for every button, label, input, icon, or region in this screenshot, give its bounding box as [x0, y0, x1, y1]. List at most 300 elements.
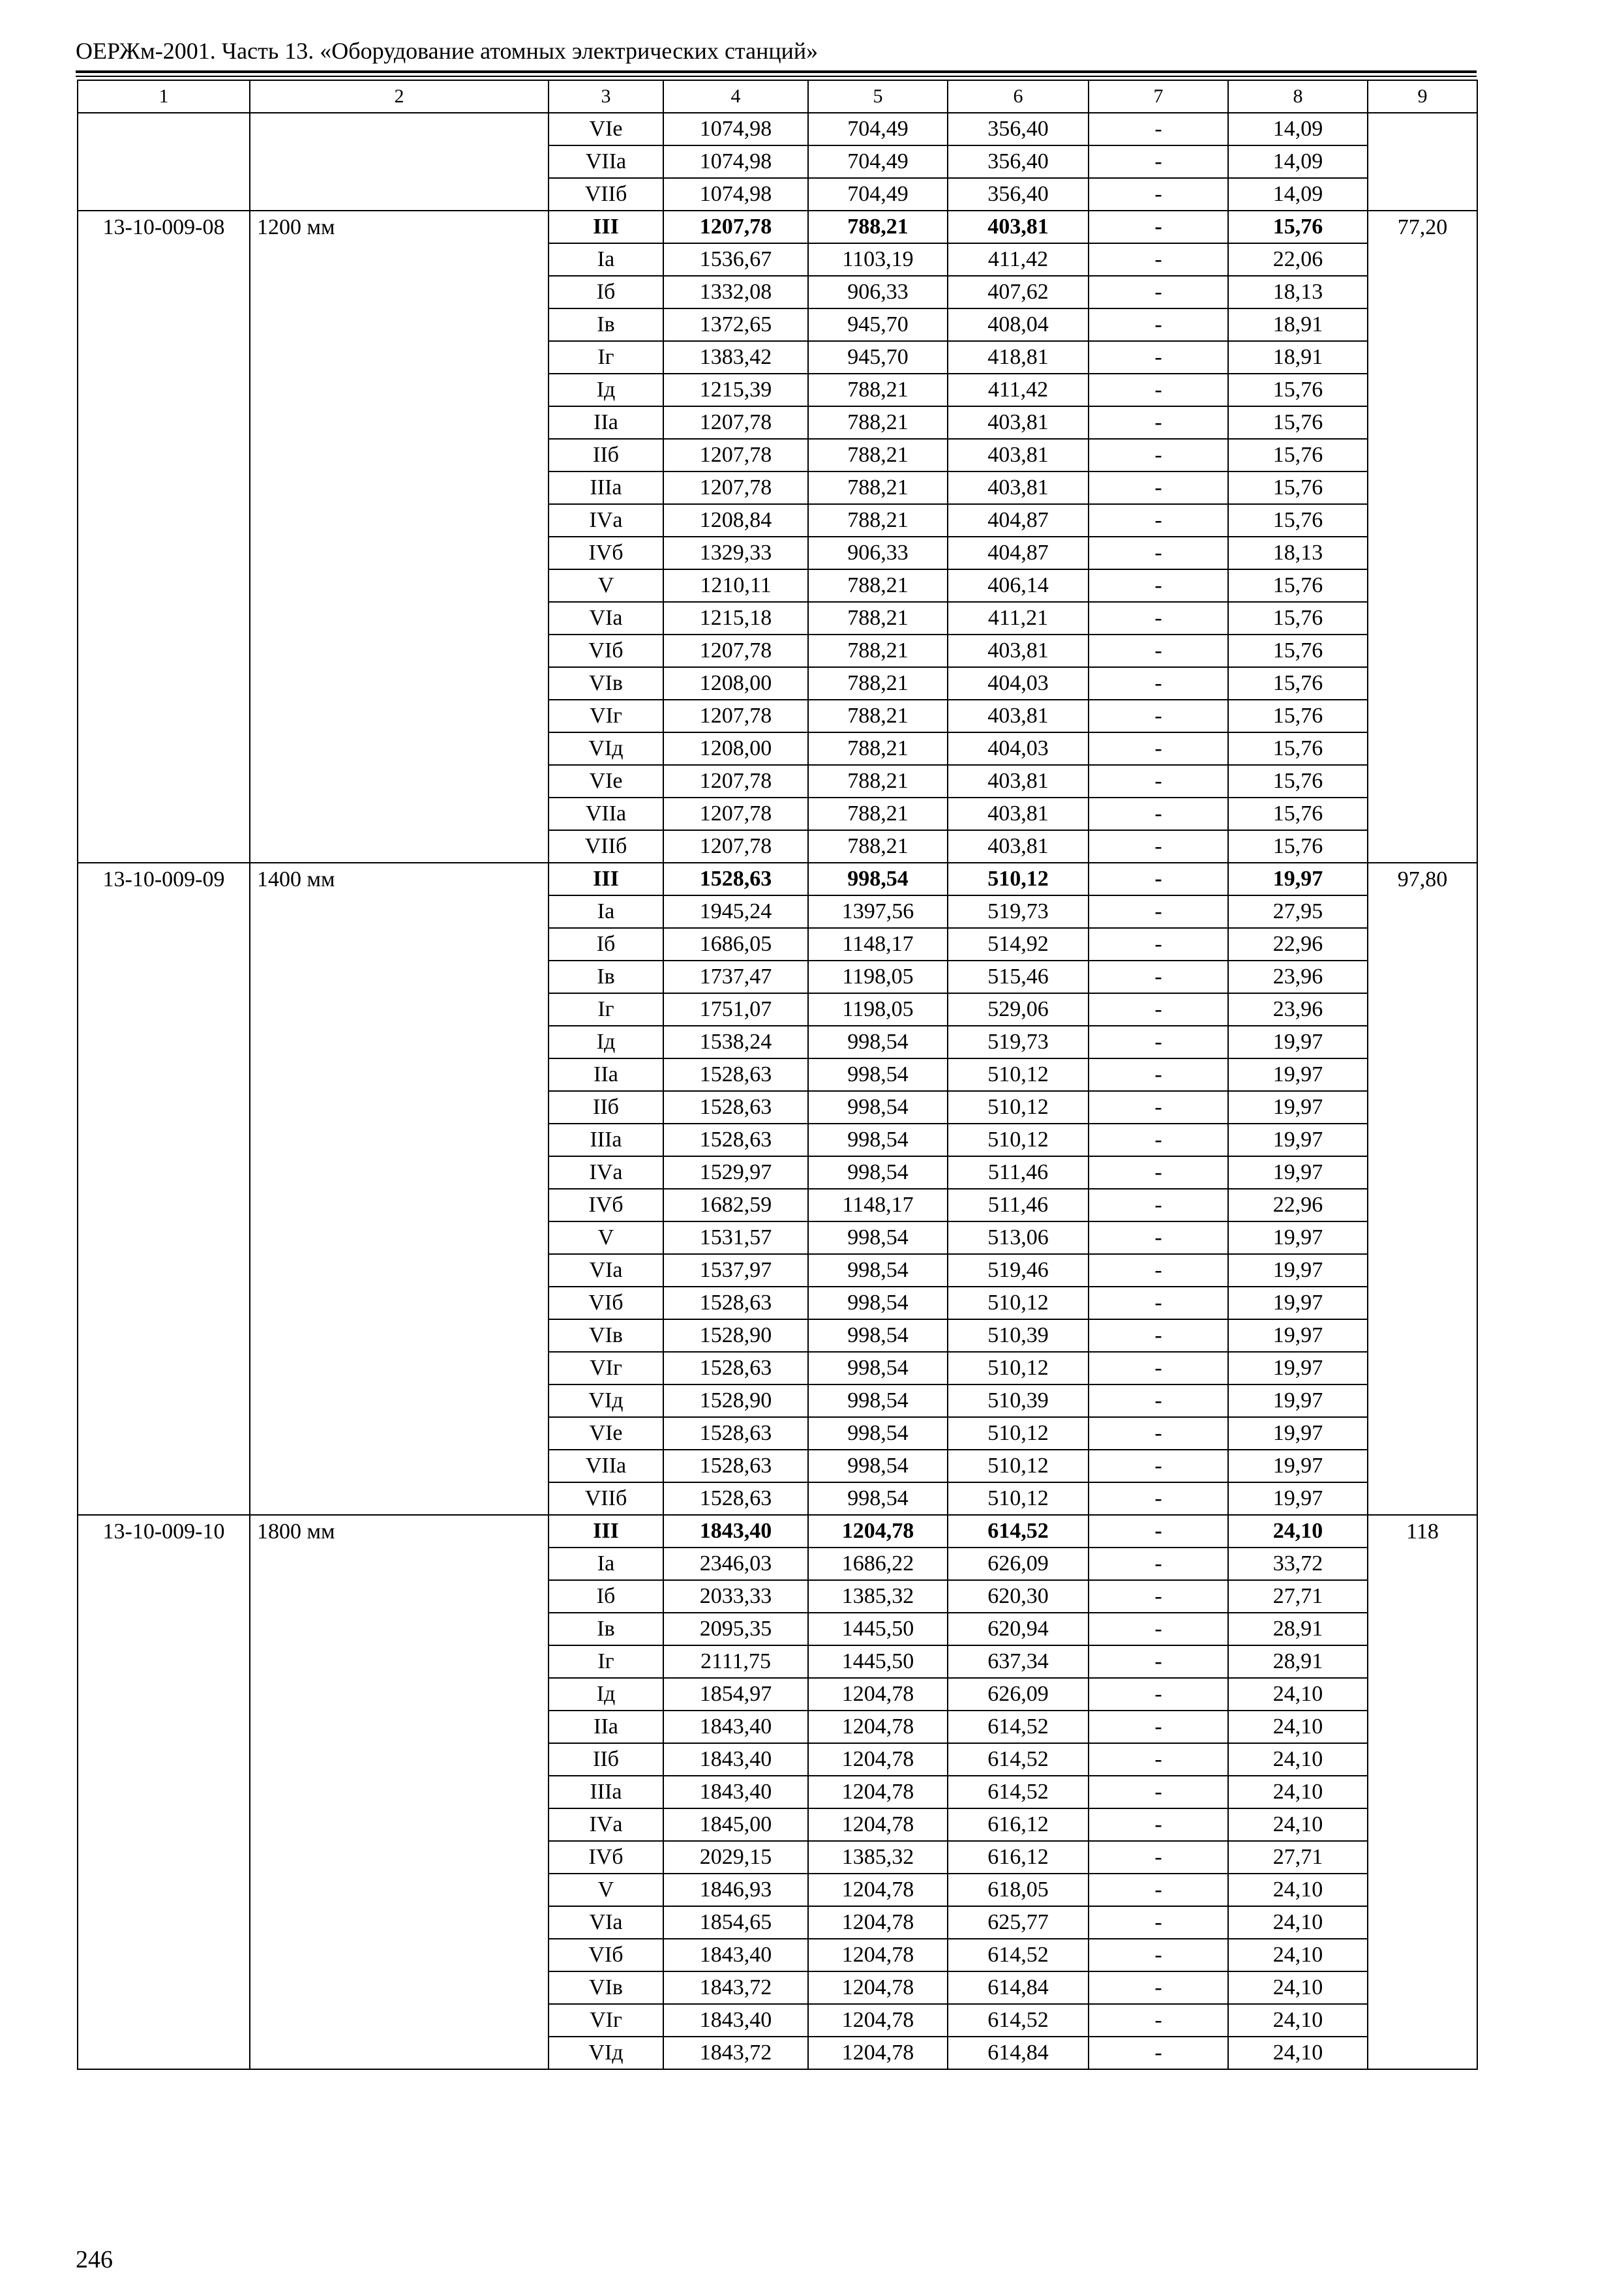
table-cell: 1528,63 [663, 1058, 808, 1091]
table-cell: 22,06 [1228, 243, 1368, 276]
table-cell: 998,54 [808, 1221, 948, 1254]
table-cell: Iв [549, 308, 663, 341]
table-cell: VIг [549, 2004, 663, 2037]
table-cell: 18,91 [1228, 308, 1368, 341]
table-cell: 1207,78 [663, 798, 808, 830]
table-cell: Iа [549, 895, 663, 928]
page-header-title: ОЕРЖм-2001. Часть 13. «Оборудование атомных электрических станций» [76, 38, 819, 64]
table-cell: - [1089, 1939, 1228, 1971]
table-cell: - [1089, 1352, 1228, 1384]
table-cell: 15,76 [1228, 211, 1368, 243]
table-cell: 1204,78 [808, 1971, 948, 2004]
table-cell: - [1089, 765, 1228, 798]
table-cell: 418,81 [948, 341, 1089, 374]
table-cell: 620,94 [948, 1613, 1089, 1645]
table-cell: 19,97 [1228, 1026, 1368, 1058]
table-cell: 1528,63 [663, 1091, 808, 1124]
table-cell: 23,96 [1228, 961, 1368, 993]
table-cell: 356,40 [948, 145, 1089, 178]
table-cell: 1528,63 [663, 1287, 808, 1319]
table-cell: 1207,78 [663, 635, 808, 667]
table-cell: - [1089, 406, 1228, 439]
table-cell: - [1089, 471, 1228, 504]
table-cell: 704,49 [808, 113, 948, 145]
table-cell: 511,46 [948, 1156, 1089, 1189]
table-cell: 15,76 [1228, 798, 1368, 830]
table-cell: Iд [549, 1026, 663, 1058]
table-cell: 1445,50 [808, 1645, 948, 1678]
rate-code: 13-10-009-10 [78, 1515, 250, 2069]
table-cell: 24,10 [1228, 1939, 1368, 1971]
header-rule-thin [76, 76, 1477, 77]
table-cell: 24,10 [1228, 1874, 1368, 1906]
table-cell: 1215,39 [663, 374, 808, 406]
table-cell: 403,81 [948, 700, 1089, 732]
table-cell: 998,54 [808, 1352, 948, 1384]
table-cell: 614,52 [948, 1515, 1089, 1548]
table-cell: 788,21 [808, 765, 948, 798]
column-header: 4 [663, 80, 808, 113]
table-cell: - [1089, 1156, 1228, 1189]
table-cell: IVб [549, 537, 663, 569]
table-cell: 15,76 [1228, 700, 1368, 732]
table-cell: VIIа [549, 798, 663, 830]
table-cell: 15,76 [1228, 830, 1368, 863]
table-cell: 510,12 [948, 1058, 1089, 1091]
column-number-row [78, 80, 1477, 113]
table-cell: - [1089, 1319, 1228, 1352]
table-cell: VIе [549, 765, 663, 798]
table-cell: 788,21 [808, 602, 948, 635]
table-cell: 404,87 [948, 504, 1089, 537]
table-cell: 2029,15 [663, 1841, 808, 1874]
table-cell: 1945,24 [663, 895, 808, 928]
table-cell: 19,97 [1228, 1482, 1368, 1515]
table-cell: 403,81 [948, 798, 1089, 830]
table-cell: 1843,40 [663, 1776, 808, 1808]
table-cell: 22,96 [1228, 1189, 1368, 1221]
table-cell: 1207,78 [663, 765, 808, 798]
table-cell: 614,52 [948, 1939, 1089, 1971]
table-cell: - [1089, 1776, 1228, 1808]
table-cell: 513,06 [948, 1221, 1089, 1254]
table-cell: - [1089, 1287, 1228, 1319]
column-header: 9 [1368, 80, 1477, 113]
table-cell: 1528,63 [663, 1450, 808, 1482]
table-cell: 704,49 [808, 145, 948, 178]
table-cell: 14,09 [1228, 178, 1368, 211]
table-cell: 1843,40 [663, 1515, 808, 1548]
table-cell: 19,97 [1228, 1352, 1368, 1384]
table-cell: - [1089, 700, 1228, 732]
table-cell: VIб [549, 635, 663, 667]
table-cell: 1103,19 [808, 243, 948, 276]
table-cell: 1528,63 [663, 1352, 808, 1384]
table-cell: 788,21 [808, 830, 948, 863]
table-cell: 1204,78 [808, 1808, 948, 1841]
table-cell: 1207,78 [663, 211, 808, 243]
rate-code: 13-10-009-09 [78, 863, 250, 1515]
table-cell: 403,81 [948, 471, 1089, 504]
table-cell: - [1089, 537, 1228, 569]
table-cell: 1074,98 [663, 178, 808, 211]
table-cell: 2033,33 [663, 1580, 808, 1613]
table-cell: 1204,78 [808, 1743, 948, 1776]
table-cell: 510,12 [948, 1124, 1089, 1156]
table-cell: - [1089, 1384, 1228, 1417]
table-cell: 1207,78 [663, 439, 808, 471]
table-cell: - [1089, 1874, 1228, 1906]
table-cell: 788,21 [808, 471, 948, 504]
table-cell: 1208,84 [663, 504, 808, 537]
table-cell: 24,10 [1228, 1808, 1368, 1841]
table-cell: 1528,90 [663, 1384, 808, 1417]
table-cell: IIа [549, 1711, 663, 1743]
table-cell: 19,97 [1228, 1091, 1368, 1124]
table-cell: 998,54 [808, 1058, 948, 1091]
table-cell: - [1089, 569, 1228, 602]
table-cell: 15,76 [1228, 569, 1368, 602]
table-cell: - [1089, 798, 1228, 830]
table-cell: 529,06 [948, 993, 1089, 1026]
table-cell: 404,87 [948, 537, 1089, 569]
table-cell: 403,81 [948, 211, 1089, 243]
table-cell: 519,46 [948, 1254, 1089, 1287]
table-cell: 1686,22 [808, 1548, 948, 1580]
table-cell: 616,12 [948, 1841, 1089, 1874]
table-cell: 1528,63 [663, 1482, 808, 1515]
table-cell: 403,81 [948, 830, 1089, 863]
table-cell: 22,96 [1228, 928, 1368, 961]
table-cell: V [549, 1221, 663, 1254]
table-cell: 1198,05 [808, 961, 948, 993]
table-cell: VIг [549, 1352, 663, 1384]
table-cell: 1383,42 [663, 341, 808, 374]
table-cell: VIд [549, 2037, 663, 2069]
table-cell: 15,76 [1228, 667, 1368, 700]
table-cell: VIв [549, 1971, 663, 2004]
table-cell: 1528,90 [663, 1319, 808, 1352]
table-cell: 1332,08 [663, 276, 808, 308]
table-cell: 1204,78 [808, 1939, 948, 1971]
table-cell: 19,97 [1228, 1058, 1368, 1091]
table-cell: 1074,98 [663, 113, 808, 145]
table-cell: Iд [549, 374, 663, 406]
table-cell: VIIб [549, 1482, 663, 1515]
table-cell: 788,21 [808, 732, 948, 765]
table-cell: 19,97 [1228, 863, 1368, 895]
table-cell: 1385,32 [808, 1580, 948, 1613]
table-cell: Iб [549, 928, 663, 961]
table-cell: 411,42 [948, 374, 1089, 406]
table-cell: - [1089, 993, 1228, 1026]
table-cell: 15,76 [1228, 765, 1368, 798]
table-cell: 406,14 [948, 569, 1089, 602]
table-cell: VIIб [549, 178, 663, 211]
table-cell: 1445,50 [808, 1613, 948, 1645]
table-cell: Iд [549, 1678, 663, 1711]
table-cell: VIе [549, 113, 663, 145]
table-cell: 616,12 [948, 1808, 1089, 1841]
table-cell: 1372,65 [663, 308, 808, 341]
table-cell: - [1089, 1580, 1228, 1613]
rate-total: 97,80 [1368, 863, 1477, 1515]
rate-name: 1200 мм [250, 211, 549, 863]
table-cell: 24,10 [1228, 1515, 1368, 1548]
table-cell: 403,81 [948, 406, 1089, 439]
page-number: 246 [76, 2246, 113, 2273]
column-header: 5 [808, 80, 948, 113]
table-cell: 1843,72 [663, 2037, 808, 2069]
table-cell: 788,21 [808, 667, 948, 700]
table-cell: - [1089, 830, 1228, 863]
table-cell: 618,05 [948, 1874, 1089, 1906]
table-cell: - [1089, 276, 1228, 308]
table-cell: 1538,24 [663, 1026, 808, 1058]
table-cell: - [1089, 1548, 1228, 1580]
table-cell: 1204,78 [808, 1874, 948, 1906]
table-cell: 788,21 [808, 211, 948, 243]
table-cell: 1207,78 [663, 830, 808, 863]
table-cell: 1074,98 [663, 145, 808, 178]
table-cell: 998,54 [808, 863, 948, 895]
table-cell: 24,10 [1228, 2004, 1368, 2037]
table-cell: - [1089, 1971, 1228, 2004]
table-cell: - [1089, 374, 1228, 406]
table-cell: 2346,03 [663, 1548, 808, 1580]
table-cell: - [1089, 504, 1228, 537]
rate-name: 1400 мм [250, 863, 549, 1515]
table-cell: IVа [549, 1156, 663, 1189]
table-cell: Iа [549, 243, 663, 276]
table-cell: IIIа [549, 1776, 663, 1808]
table-row [78, 863, 1477, 895]
table-cell: 614,84 [948, 1971, 1089, 2004]
table-cell: 1531,57 [663, 1221, 808, 1254]
table-cell: IIб [549, 1091, 663, 1124]
table-cell: Iг [549, 341, 663, 374]
table-cell: 998,54 [808, 1026, 948, 1058]
table-cell: 637,34 [948, 1645, 1089, 1678]
table-cell: 23,96 [1228, 993, 1368, 1026]
table-cell: 510,12 [948, 1450, 1089, 1482]
table-cell: - [1089, 602, 1228, 635]
table-body [78, 113, 1477, 2069]
table-cell: V [549, 569, 663, 602]
table-cell: IIIа [549, 1124, 663, 1156]
table-cell: 510,12 [948, 863, 1089, 895]
table-cell: 24,10 [1228, 1776, 1368, 1808]
table-cell: VIа [549, 1254, 663, 1287]
table-cell: 998,54 [808, 1482, 948, 1515]
table-cell: - [1089, 863, 1228, 895]
table-cell: 1751,07 [663, 993, 808, 1026]
rate-name: 1800 мм [250, 1515, 549, 2069]
table-cell: IIа [549, 406, 663, 439]
table-cell: - [1089, 1254, 1228, 1287]
table-cell: 408,04 [948, 308, 1089, 341]
table-cell: 998,54 [808, 1254, 948, 1287]
table-cell: 514,92 [948, 928, 1089, 961]
table-cell: IIб [549, 439, 663, 471]
table-cell: 19,97 [1228, 1450, 1368, 1482]
table-cell: 1198,05 [808, 993, 948, 1026]
table-cell: 1148,17 [808, 928, 948, 961]
table-cell: 1843,40 [663, 1711, 808, 1743]
table-cell: 788,21 [808, 569, 948, 602]
table-cell: - [1089, 113, 1228, 145]
table-cell: 1528,63 [663, 863, 808, 895]
table-cell: IVа [549, 504, 663, 537]
total-cell [1368, 113, 1477, 211]
table-cell: - [1089, 1026, 1228, 1058]
table-cell: 1528,63 [663, 1124, 808, 1156]
table-cell: 19,97 [1228, 1221, 1368, 1254]
table-cell: 906,33 [808, 537, 948, 569]
table-cell: 1215,18 [663, 602, 808, 635]
table-cell: - [1089, 439, 1228, 471]
table-cell: 519,73 [948, 895, 1089, 928]
table-cell: 18,13 [1228, 276, 1368, 308]
table-cell: - [1089, 1841, 1228, 1874]
column-header: 6 [948, 80, 1089, 113]
table-cell: 403,81 [948, 439, 1089, 471]
table-cell: 788,21 [808, 700, 948, 732]
table-cell: 1329,33 [663, 537, 808, 569]
rates-table [77, 80, 1478, 2070]
table-cell: 19,97 [1228, 1156, 1368, 1189]
table-cell: 18,13 [1228, 537, 1368, 569]
table-cell: 1843,40 [663, 1939, 808, 1971]
table-cell: - [1089, 243, 1228, 276]
table-cell: 19,97 [1228, 1417, 1368, 1450]
table-cell: 15,76 [1228, 635, 1368, 667]
table-cell: 1148,17 [808, 1189, 948, 1221]
table-cell: 998,54 [808, 1091, 948, 1124]
table-cell: - [1089, 308, 1228, 341]
table-cell: - [1089, 1743, 1228, 1776]
table-cell: - [1089, 895, 1228, 928]
table-cell: 403,81 [948, 635, 1089, 667]
table-cell: - [1089, 1808, 1228, 1841]
table-cell: 1210,11 [663, 569, 808, 602]
table-cell: Iб [549, 276, 663, 308]
table-cell: - [1089, 961, 1228, 993]
column-header: 7 [1089, 80, 1228, 113]
table-cell: 998,54 [808, 1287, 948, 1319]
table-cell: 626,09 [948, 1678, 1089, 1711]
table-cell: 519,73 [948, 1026, 1089, 1058]
table-cell: - [1089, 1678, 1228, 1711]
table-cell: III [549, 1515, 663, 1548]
table-cell: IVа [549, 1808, 663, 1841]
table-cell: - [1089, 2037, 1228, 2069]
table-cell: VIг [549, 700, 663, 732]
table-cell: - [1089, 1645, 1228, 1678]
table-cell: VIа [549, 602, 663, 635]
table-cell: - [1089, 211, 1228, 243]
table-cell: - [1089, 2004, 1228, 2037]
table-cell: 28,91 [1228, 1645, 1368, 1678]
table-cell: 14,09 [1228, 145, 1368, 178]
table-cell: 1204,78 [808, 1515, 948, 1548]
table-cell: 404,03 [948, 667, 1089, 700]
table-cell: 510,12 [948, 1352, 1089, 1384]
table-cell: 998,54 [808, 1384, 948, 1417]
table-cell: - [1089, 1189, 1228, 1221]
table-cell: 510,12 [948, 1287, 1089, 1319]
table-cell: - [1089, 732, 1228, 765]
table-cell: 1529,97 [663, 1156, 808, 1189]
table-cell: 945,70 [808, 308, 948, 341]
table-row [78, 113, 1477, 145]
table-cell: IIб [549, 1743, 663, 1776]
table-cell: 15,76 [1228, 504, 1368, 537]
table-cell: 15,76 [1228, 406, 1368, 439]
table-cell: - [1089, 145, 1228, 178]
table-cell: 33,72 [1228, 1548, 1368, 1580]
table-cell: 998,54 [808, 1124, 948, 1156]
table-cell: - [1089, 1417, 1228, 1450]
table-cell: 356,40 [948, 178, 1089, 211]
table-cell: Iв [549, 961, 663, 993]
table-cell: VIIа [549, 1450, 663, 1482]
table-cell: 2111,75 [663, 1645, 808, 1678]
table-row [78, 1515, 1477, 1548]
table-cell: 24,10 [1228, 2037, 1368, 2069]
table-cell: 27,95 [1228, 895, 1368, 928]
column-header: 1 [78, 80, 250, 113]
table-cell: VIIб [549, 830, 663, 863]
table-cell: 510,12 [948, 1091, 1089, 1124]
table-cell: 626,09 [948, 1548, 1089, 1580]
table-cell: 19,97 [1228, 1254, 1368, 1287]
table-cell: 15,76 [1228, 374, 1368, 406]
table-cell: VIа [549, 1906, 663, 1939]
code-cell [78, 113, 250, 211]
table-cell: 998,54 [808, 1156, 948, 1189]
table-cell: 1204,78 [808, 1776, 948, 1808]
table-cell: 1397,56 [808, 895, 948, 928]
table-cell: IIIа [549, 471, 663, 504]
table-cell: 1207,78 [663, 406, 808, 439]
table-cell: - [1089, 1221, 1228, 1254]
table-cell: 614,52 [948, 1743, 1089, 1776]
table-cell: 998,54 [808, 1319, 948, 1352]
table-cell: IVб [549, 1841, 663, 1874]
name-cell [250, 113, 549, 211]
table-cell: - [1089, 667, 1228, 700]
table-cell: VIв [549, 1319, 663, 1352]
column-header: 3 [549, 80, 663, 113]
table-cell: 15,76 [1228, 471, 1368, 504]
rate-total: 118 [1368, 1515, 1477, 2069]
table-cell: 614,52 [948, 2004, 1089, 2037]
table-cell: 998,54 [808, 1450, 948, 1482]
table-cell: 788,21 [808, 504, 948, 537]
table-cell: 614,52 [948, 1776, 1089, 1808]
table-cell: - [1089, 928, 1228, 961]
table-cell: - [1089, 1450, 1228, 1482]
table-cell: - [1089, 341, 1228, 374]
table-cell: 510,12 [948, 1482, 1089, 1515]
table-cell: 1207,78 [663, 471, 808, 504]
table-cell: 28,91 [1228, 1613, 1368, 1645]
table-cell: 18,91 [1228, 341, 1368, 374]
table-cell: 1843,40 [663, 2004, 808, 2037]
table-cell: 788,21 [808, 798, 948, 830]
table-cell: 1204,78 [808, 1711, 948, 1743]
